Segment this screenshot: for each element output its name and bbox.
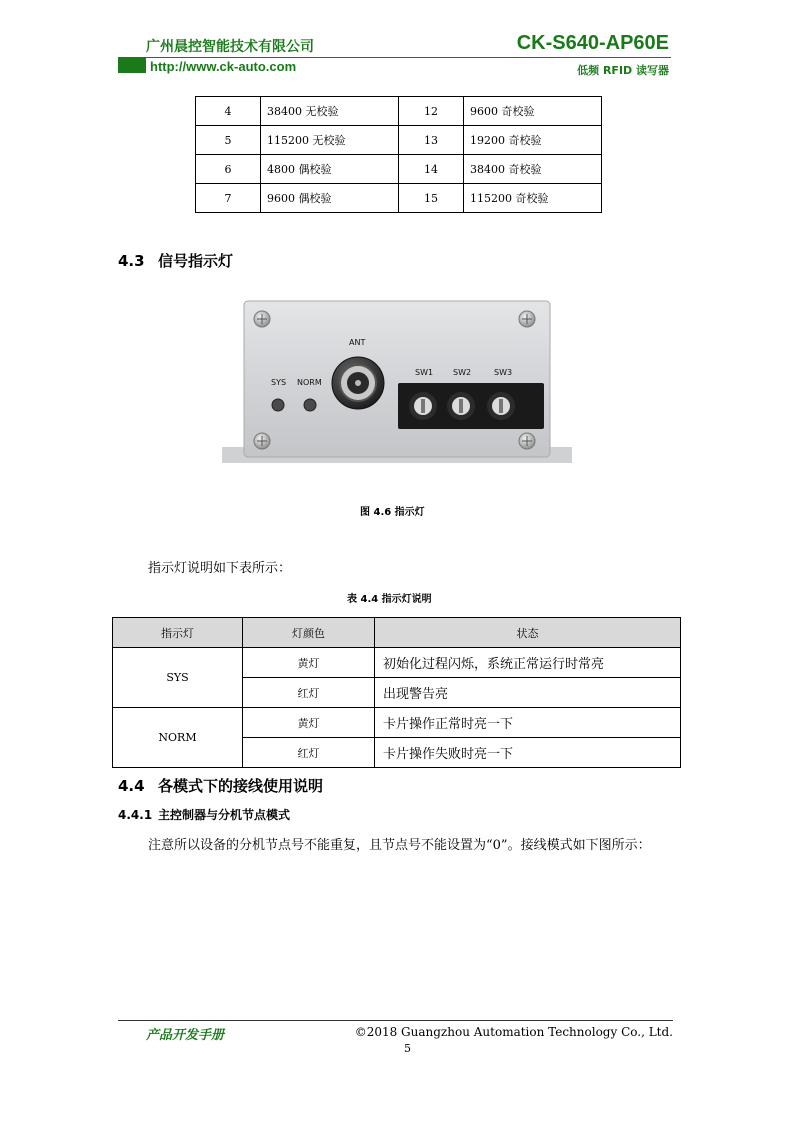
table-cell: 38400 奇校验 [464,155,602,184]
table-cell: 4 [196,97,261,126]
table-row [196,126,602,155]
sw2-label: SW2 [453,368,472,377]
rotary-switch-2-icon [447,392,475,420]
header-accent-block [118,57,146,73]
section-heading-4-4-1 [118,806,290,823]
section-number: 4.4 [118,777,145,795]
sys-led-label: SYS [271,378,287,387]
rotary-switch-1-icon [409,392,437,420]
header-product: 低频 RFID 读写器 [577,64,669,77]
page-number: 5 [404,1042,411,1055]
device-front-panel-image [222,297,572,467]
table-cell: 9600 偶校验 [261,184,399,213]
status-cell: 出现警告亮 [375,678,681,708]
status-cell: 初始化过程闪烁，系统正常运行时常亮 [375,648,681,678]
table-cell: 9600 奇校验 [464,97,602,126]
screw-icon [519,311,535,327]
table-cell: 15 [399,184,464,213]
section-title: 信号指示灯 [158,252,234,270]
status-cell: 卡片操作失败时亮一下 [375,738,681,768]
screw-icon [254,311,270,327]
section-heading-4-4 [118,775,323,796]
table-row [196,97,602,126]
table-cell: 5 [196,126,261,155]
baud-rate-table [195,96,602,213]
color-cell: 黄灯 [243,648,375,678]
header-url[interactable]: http://www.ck-auto.com [150,59,297,74]
footer-manual-title: 产品开发手册 [146,1028,225,1043]
intro-paragraph: 指示灯说明如下表所示： [148,561,292,576]
sw3-label: SW3 [494,368,513,377]
table-cell: 38400 无校验 [261,97,399,126]
indicator-table [112,617,681,768]
note-paragraph: 注意所以设备的分机节点号不能重复，且节点号不能设置为“0”。接线模式如下图所示： [148,838,651,853]
table-cell: 12 [399,97,464,126]
footer-copyright: ©2018 Guangzhou Automation Technology Co., Ltd. [354,1025,673,1039]
color-cell: 黄灯 [243,708,375,738]
section-heading-4-3 [118,250,233,271]
header-model: CK-S640-AP60E [516,32,669,54]
indicator-name-cell: SYS [113,648,243,708]
table-row [196,155,602,184]
antenna-connector-icon [332,357,384,409]
norm-led-label: NORM [297,378,322,387]
indicator-name-cell: NORM [113,708,243,768]
column-header: 状态 [375,618,681,648]
ant-label: ANT [349,338,366,347]
table-cell: 115200 无校验 [261,126,399,155]
footer-rule [118,1020,673,1021]
section-number: 4.4.1 [118,808,153,822]
device-housing [244,301,550,457]
section-number: 4.3 [118,252,145,270]
rotary-switch-3-icon [487,392,515,420]
sw1-label: SW1 [415,368,434,377]
column-header: 灯颜色 [243,618,375,648]
status-cell: 卡片操作正常时亮一下 [375,708,681,738]
column-header: 指示灯 [113,618,243,648]
table-row [113,648,681,678]
table-row [113,708,681,738]
header-company: 广州晨控智能技术有限公司 [146,39,314,55]
table-caption: 表 4.4 指示灯说明 [347,594,432,605]
table-cell: 6 [196,155,261,184]
screw-icon [254,433,270,449]
norm-led-icon [304,399,316,411]
table-cell: 115200 奇校验 [464,184,602,213]
color-cell: 红灯 [243,678,375,708]
table-cell: 7 [196,184,261,213]
header-rule [146,57,671,58]
table-cell: 19200 奇校验 [464,126,602,155]
figure-caption: 图 4.6 指示灯 [360,507,425,518]
sys-led-icon [272,399,284,411]
table-row [196,184,602,213]
table-cell: 13 [399,126,464,155]
table-cell: 14 [399,155,464,184]
section-title: 主控制器与分机节点模式 [158,808,291,822]
table-header-row [113,618,681,648]
color-cell: 红灯 [243,738,375,768]
screw-icon [519,433,535,449]
section-title: 各模式下的接线使用说明 [158,777,324,795]
table-cell: 4800 偶校验 [261,155,399,184]
